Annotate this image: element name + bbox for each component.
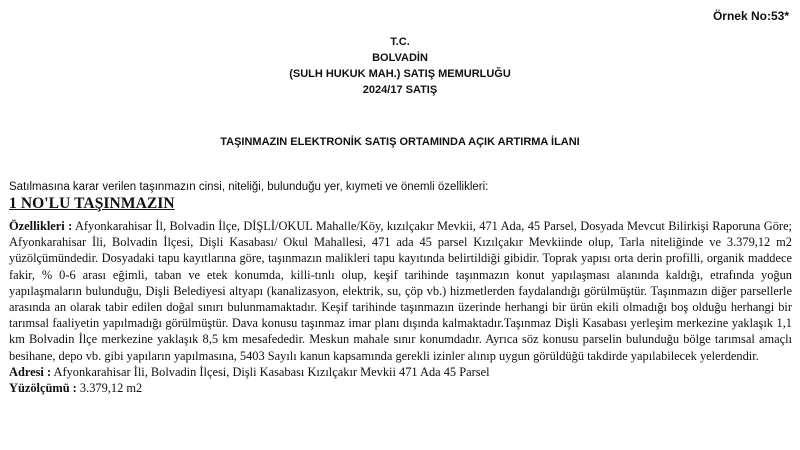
address-paragraph [9, 364, 792, 380]
area-text: 3.379,12 m2 [76, 381, 143, 396]
features-paragraph [9, 218, 792, 364]
area-label: Yüzölçümü : [9, 381, 77, 396]
features-label: Özellikleri : [9, 219, 73, 233]
header-country: T.C. [390, 36, 410, 48]
document-header [0, 34, 800, 98]
address-label: Adresi : [9, 364, 52, 379]
header-case-number: 2024/17 SATIŞ [362, 84, 438, 96]
features-text: Afyonkarahisar İl, Bolvadin İlçe, DİŞLİ/OKUL Mahalle/Köy, kızılçakır Mevkii, 471 Ada, 45 Parsel, Dosyada Mevcut Bilirkişi Raporuna Göre; Afyonkarahisar İli, Bolvadin İlçesi, Dişli Kasabası/ Okul Mahallesi, 471 ada 45 parsel Kızılçakır Mevkiinde olup, Tarla niteliğinde ve 3.379,12 m2 yüzölçümündedir. Dosyadaki tapu kayıtlarına göre, taşınmazın malikleri tapu kayıtında belirtildiği gibidir. Toprak yapısı orta derin profilli, organik maddece fakir, % 0-6 arası eğimli, taban ve etek konumda, killi-tınlı olup, keşif tarihinde taşınmazın konut yapılaşması alanında kaldığı, etrafında yoğun yapılaşmaların bulunduğu, Dişli Belediyesi altyapı (kanalizasyon, elektrik, su, çöp vb.) hizmetlerden faydalandığı görülmüştür. Taşınmazın diğer parsellerle arasında an olarak tabir edilen doğal sınırı bulunmamaktadır. Keşif tarihinde taşınmazın üzerinde herhangi bir ürün ekili olmadığı boş olduğu herhangi bir tarımsal faaliyetin yapılmadığı görülmüştür. Dava konusu taşınmaz imar planı dışında kalmaktadır.Taşınmaz Dişli Kasabası yerleşim merkezine yaklaşık 1,1 km Bolvadin İlçe merkezine yaklaşık 8,5 km mesafededir. Meskun mahale sınır konumdadır. Ayrıca söz konusu parselin bulunduğu bölge tarımsal amaçlı besihane, depo vb. gibi yapıların yapılmasına, 5403 Sayılı kanun kapsamında gerekli izinler alınıp uygun görüldüğü takdirde yapılabilecek yelerdendir. [9, 219, 793, 363]
address-text: Afyonkarahisar İli, Bolvadin İlçesi, Dişli Kasabası Kızılçakır Mevkii 471 Ada 45 Parsel [51, 364, 490, 379]
property-heading: 1 NO'LU TAŞINMAZIN [9, 195, 175, 212]
example-number: Örnek No:53* [712, 9, 789, 23]
header-district: BOLVADİN [372, 52, 428, 64]
notice-title: TAŞINMAZIN ELEKTRONİK SATIŞ ORTAMINDA AÇIK ARTIRMA İLANI [220, 136, 580, 148]
intro-text: Satılmasına karar verilen taşınmazın cinsi, niteliği, bulunduğu yer, kıymeti ve önemli özellikleri: [9, 181, 489, 193]
property-details [9, 218, 792, 396]
header-office: (SULH HUKUK MAH.) SATIŞ MEMURLUĞU [289, 68, 511, 80]
area-paragraph [9, 380, 792, 396]
